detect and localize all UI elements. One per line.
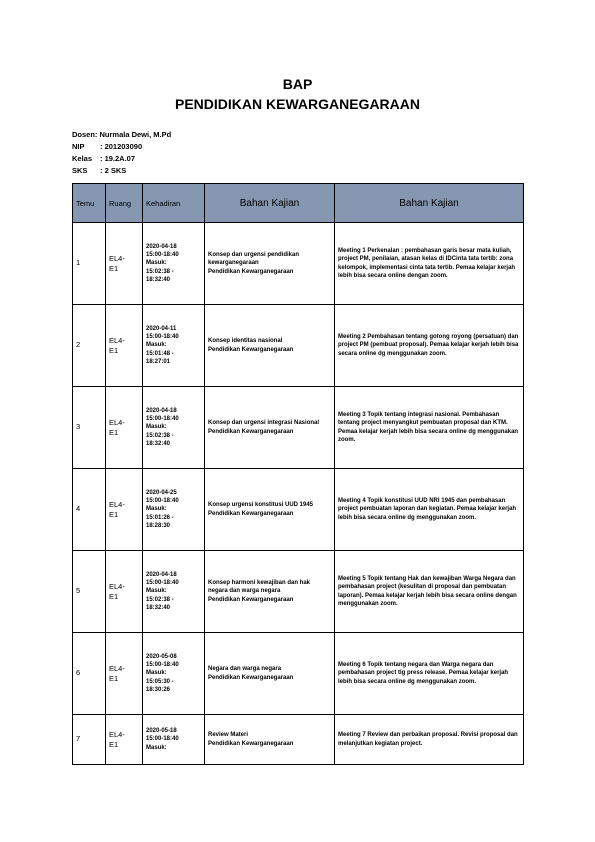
sks-label: SKS [72, 166, 88, 175]
attendance-table [72, 183, 524, 765]
cell-bahan-kajian: Review Materi Pendidikan Kewarganegaraan [205, 715, 335, 765]
cell-ruang: EL4- E1 [106, 469, 143, 551]
table-row [73, 387, 524, 469]
cell-temu: 1 [73, 223, 106, 305]
nip-label: NIP [72, 142, 85, 151]
table-row [73, 305, 524, 387]
cell-ruang: EL4- E1 [106, 223, 143, 305]
nip-value: : 201203090 [100, 142, 143, 151]
cell-ruang: EL4- E1 [106, 551, 143, 633]
cell-ruang: EL4- E1 [106, 387, 143, 469]
class-value: : 19.2A.07 [100, 154, 136, 163]
cell-kehadiran: 2020-05-18 15:00-18:40 Masuk: [143, 715, 205, 765]
table-row [73, 715, 524, 765]
cell-bahan-kajian-detail: Meeting 1 Perkenalan : pembahasan garis besar mata kuliah, project PM, penilaian, atasan kelas di IDCinta tata tertib: zona kelompok, implementasi cinta tata tertib. Pemaa kelajar kerjah lebih bisa secara online dengan zoom. [335, 223, 524, 305]
cell-bahan-kajian: Konsep dan urgensi pendidikan kewarganegaraan Pendidikan Kewarganegaraan [205, 223, 335, 305]
header-temu: Temu [73, 184, 106, 223]
cell-bahan-kajian: Konsep identitas nasional Pendidikan Kewarganegaraan [205, 305, 335, 387]
table-header-row [73, 184, 524, 223]
cell-kehadiran: 2020-04-11 15:00-18:40 Masuk: 15:01:48 - 18:27:01 [143, 305, 205, 387]
class-line [72, 153, 135, 165]
cell-bahan-kajian-detail: Meeting 5 Topik tentang Hak dan kewajiban Warga Negara dan pembahasan project (kesulitan di proposal dan pembuatan laporan). Pemaa kelajar kerjah lebih bisa secara online dengan menggunakan zoom. [335, 551, 524, 633]
cell-kehadiran: 2020-04-18 15:00-18:40 Masuk: 15:02:38 - 18:32:40 [143, 223, 205, 305]
cell-kehadiran: 2020-05-08 15:00-18:40 Masuk: 15:05:30 - 18:30:26 [143, 633, 205, 715]
cell-kehadiran: 2020-04-18 15:00-18:40 Masuk: 15:02:38 - 18:32:40 [143, 551, 205, 633]
cell-bahan-kajian-detail: Meeting 3 Topik tentang integrasi nasional. Pembahasan tentang project menyangkut pembuatan proposal dan KTM. Pemaa kelajar kerjah lebih bisa secara online dg menggunakan zoom. [335, 387, 524, 469]
cell-kehadiran: 2020-04-18 15:00-18:40 Masuk: 15:02:38 - 18:32:40 [143, 387, 205, 469]
cell-temu: 2 [73, 305, 106, 387]
cell-temu: 3 [73, 387, 106, 469]
table-body [73, 223, 524, 765]
cell-ruang: EL4- E1 [106, 715, 143, 765]
cell-bahan-kajian-detail: Meeting 6 Topik tentang negara dan Warga negara dan pembahasan project tlg press release. Pemaa kelajar kerjah lebih bisa secara online dg menggunakan zoom. [335, 633, 524, 715]
header-bahan-kajian: Bahan Kajian [205, 184, 335, 223]
cell-bahan-kajian-detail: Meeting 7 Review dan perbaikan proposal. Revisi proposal dan melanjutkan kegiatan project. [335, 715, 524, 765]
cell-ruang: EL4- E1 [106, 305, 143, 387]
header-kehadiran: Kehadiran [143, 184, 205, 223]
cell-temu: 7 [73, 715, 106, 765]
table-row [73, 551, 524, 633]
cell-bahan-kajian: Negara dan warga negara Pendidikan Kewarganegaraan [205, 633, 335, 715]
header-bahan-kajian-2: Bahan Kajian [335, 184, 524, 223]
cell-bahan-kajian-detail: Meeting 2 Pembahasan tentang gotong royong (persatuan) dan project PM (pembuat proposal). Pemaa kelajar kerjah lebih bisa secara online dg menggunakan zoom. [335, 305, 524, 387]
sks-line [72, 165, 126, 177]
cell-ruang: EL4- E1 [106, 633, 143, 715]
cell-kehadiran: 2020-04-25 15:00-18:40 Masuk: 15:01:26 - 18:28:30 [143, 469, 205, 551]
table-row [73, 633, 524, 715]
cell-bahan-kajian: Konsep urgensi konstitusi UUD 1945 Pendidikan Kewarganegaraan [205, 469, 335, 551]
nip-line [72, 141, 142, 153]
document-subtitle: PENDIDIKAN KEWARGANEGARAAN [174, 96, 420, 112]
sks-value: : 2 SKS [100, 166, 127, 175]
cell-bahan-kajian: Konsep harmoni kewajiban dan hak negara dan warga negara Pendidikan Kewarganegaraan [205, 551, 335, 633]
cell-bahan-kajian: Konsep dan urgensi integrasi Nasional Pendidikan Kewarganegaraan [205, 387, 335, 469]
document-title: BAP [282, 76, 313, 92]
cell-temu: 6 [73, 633, 106, 715]
lecturer-line: Dosen: Nurmala Dewi, M.Pd [72, 130, 172, 139]
cell-bahan-kajian-detail: Meeting 4 Topik konstitusi UUD NRI 1945 dan pembahasan project pembuatan laporan dan kegiatan. Pemaa kelajar kerjah lebih bisa secara online dg menggunakan zoom. [335, 469, 524, 551]
table-row [73, 223, 524, 305]
cell-temu: 5 [73, 551, 106, 633]
header-ruang: Ruang [106, 184, 143, 223]
cell-temu: 4 [73, 469, 106, 551]
class-label: Kelas [72, 154, 93, 163]
table-row [73, 469, 524, 551]
